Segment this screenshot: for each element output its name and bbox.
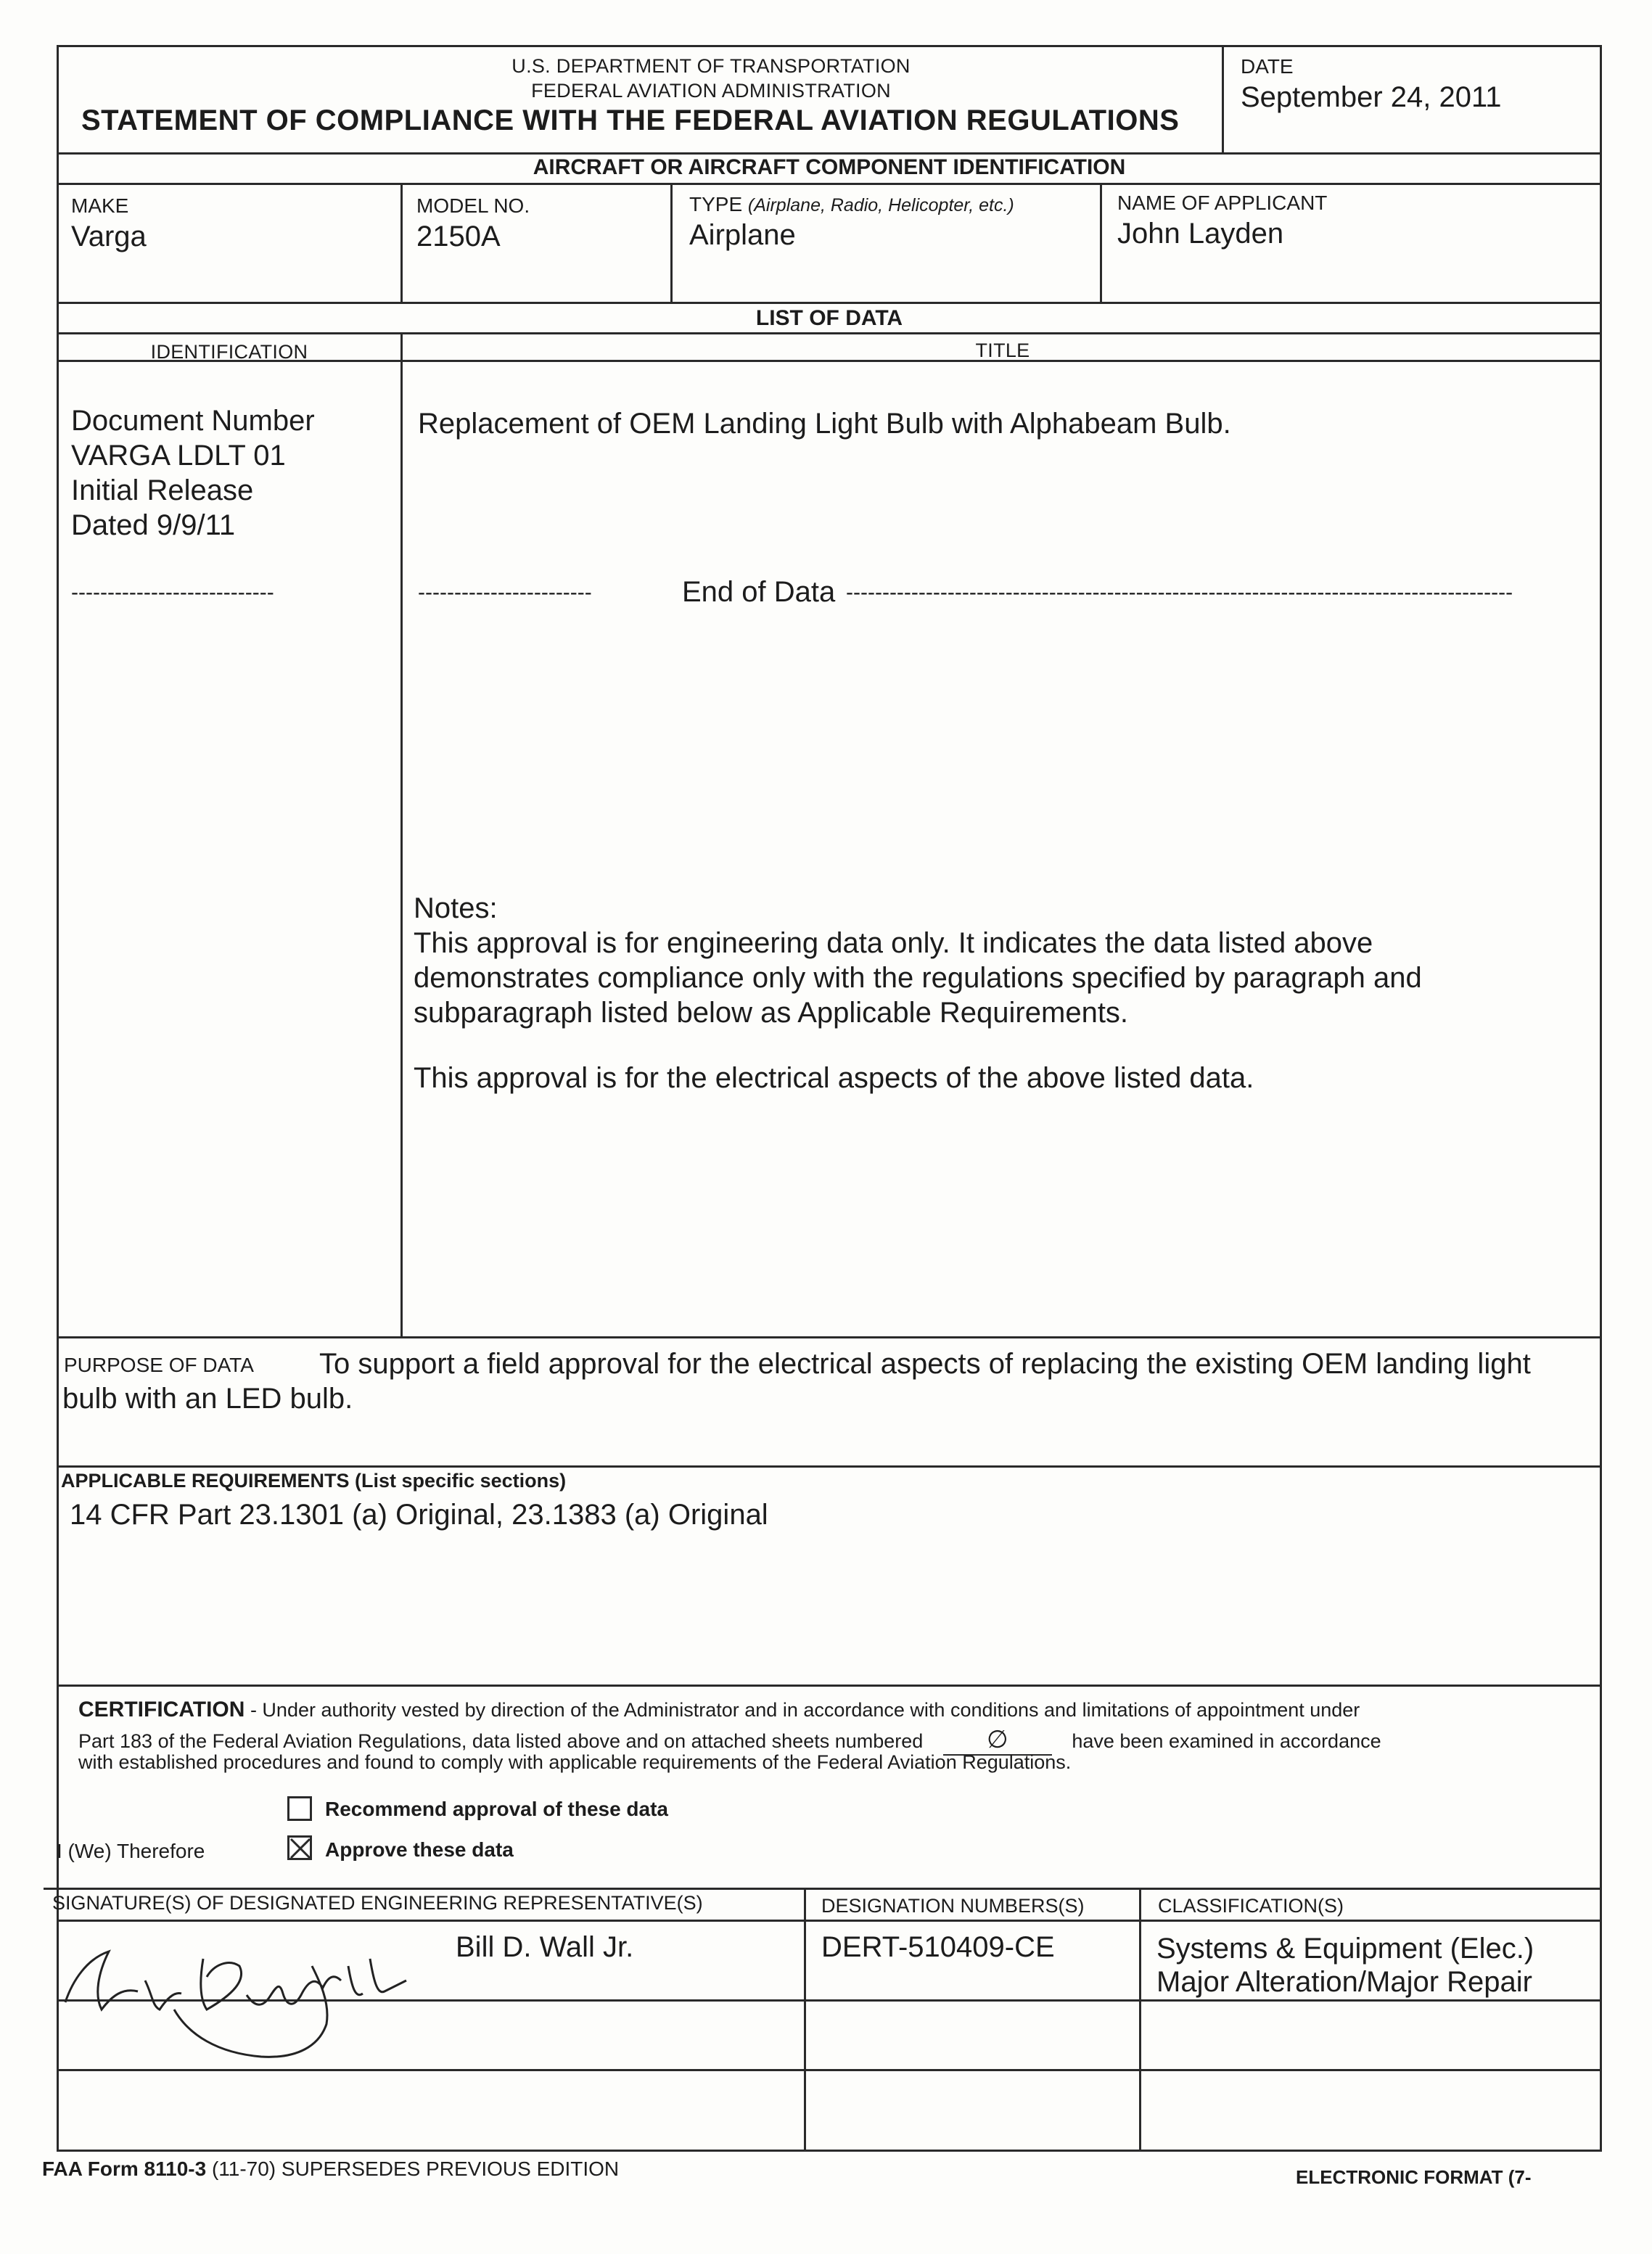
divider-make-model (400, 183, 403, 303)
make-value: Varga (71, 221, 147, 252)
approve-label: Approve these data (325, 1838, 514, 1861)
recommend-checkbox[interactable] (287, 1796, 312, 1821)
requirements-hint: (List specific sections) (355, 1470, 567, 1492)
divider-type-applicant (1100, 183, 1102, 303)
recommend-label: Recommend approval of these data (325, 1798, 669, 1820)
purpose-label: PURPOSE OF DATA (64, 1354, 254, 1376)
classification-2: Major Alteration/Major Repair (1156, 1966, 1532, 1998)
check-x-icon (289, 1838, 314, 1862)
col-designation: DESIGNATION NUMBERS(S) (821, 1895, 1085, 1917)
col-title: TITLE (975, 340, 1030, 361)
col-identification: IDENTIFICATION (150, 341, 308, 363)
list-of-data-title: LIST OF DATA (755, 306, 903, 330)
form-edition: (11-70) SUPERSEDES PREVIOUS EDITION (206, 2158, 620, 2180)
divider-list-bottom (57, 1336, 1602, 1338)
designation-number: DERT-510409-CE (821, 1931, 1055, 1963)
certification-line-1 (78, 1698, 1360, 1722)
divider-sig-row-2 (57, 2069, 1602, 2071)
dept-name: U.S. DEPARTMENT OF TRANSPORTATION (511, 55, 911, 77)
notes-line-1: This approval is for engineering data only. It indicates the data listed above (414, 927, 1373, 959)
certification-text-2b: have been examined in accordance (1072, 1730, 1381, 1752)
requirements-label-group (61, 1470, 566, 1492)
type-hint: (Airplane, Radio, Helicopter, etc.) (747, 195, 1014, 215)
divider-requirements (57, 1685, 1602, 1687)
notes-label: Notes: (414, 892, 498, 924)
type-label-group (689, 193, 1014, 216)
electronic-format: ELECTRONIC FORMAT (7- (1296, 2166, 1532, 2188)
purpose-text-2: bulb with an LED bulb. (62, 1383, 353, 1415)
approve-checkbox[interactable] (287, 1835, 312, 1860)
divider-list-vertical (400, 332, 403, 1338)
form-title: STATEMENT OF COMPLIANCE WITH THE FEDERAL AVIATION REGULATIONS (81, 104, 1180, 136)
divider-model-type (670, 183, 673, 303)
type-label: TYPE (689, 193, 743, 215)
document-title: Replacement of OEM Landing Light Bulb with Alphabeam Bulb. (418, 408, 1231, 440)
notes-line-3: subparagraph listed below as Applicable Requirements. (414, 997, 1129, 1029)
certification-text-1: - Under authority vested by direction of the Administrator and in accordance with conditions and limitations of appointment under (244, 1699, 1360, 1721)
end-of-data: End of Data (682, 576, 836, 608)
applicant-label: NAME OF APPLICANT (1117, 192, 1328, 214)
doc-id-line-2: VARGA LDLT 01 (71, 440, 286, 472)
form-number (42, 2158, 619, 2181)
divider-purpose (57, 1465, 1602, 1468)
doc-id-line-4: Dated 9/9/11 (71, 509, 236, 541)
model-label: MODEL NO. (416, 194, 530, 217)
divider-list-title (57, 332, 1602, 334)
divider-list-cols (57, 360, 1602, 362)
therefore-label: I (We) Therefore (57, 1840, 205, 1862)
identification-section-title: AIRCRAFT OR AIRCRAFT COMPONENT IDENTIFICATION (533, 155, 1126, 179)
requirements-text: 14 CFR Part 23.1301 (a) Original, 23.1383 (a) Original (70, 1499, 768, 1531)
id-end-dashes: ---------------------------- (71, 580, 274, 604)
divider-sig-designation (804, 1888, 806, 2152)
form-id: FAA Form 8110-3 (42, 2158, 207, 2180)
divider-header (57, 152, 1602, 155)
date-divider (1222, 45, 1224, 154)
type-value: Airplane (689, 219, 796, 251)
requirements-label: APPLICABLE REQUIREMENTS (61, 1470, 350, 1492)
model-value: 2150A (416, 221, 501, 252)
doc-id-line-1: Document Number (71, 405, 315, 437)
notes-line-2: demonstrates compliance only with the regulations specified by paragraph and (414, 962, 1422, 994)
classification-1: Systems & Equipment (Elec.) (1156, 1933, 1534, 1965)
doc-id-line-3: Initial Release (71, 474, 254, 506)
col-classification: CLASSIFICATION(S) (1158, 1895, 1344, 1917)
make-label: MAKE (71, 194, 129, 217)
handwritten-signature (44, 1908, 479, 2060)
purpose-text-1: To support a field approval for the electrical aspects of replacing the existing OEM landing light (319, 1348, 1531, 1380)
signer-name: Bill D. Wall Jr. (456, 1931, 634, 1963)
col-signatures: SIGNATURE(S) OF DESIGNATED ENGINEERING REPRESENTATIVE(S) (52, 1892, 703, 1914)
divider-designation-class (1139, 1888, 1141, 2152)
certification-label: CERTIFICATION (78, 1698, 245, 1722)
divider-id-bottom (57, 302, 1602, 304)
sheets-numbered: ∅ (943, 1725, 1052, 1756)
divider-certification (44, 1888, 1602, 1890)
applicant-value: John Layden (1117, 218, 1284, 250)
divider-id-title (57, 183, 1602, 185)
certification-text-2a: Part 183 of the Federal Aviation Regulations, data listed above and on attached sheets numbered (78, 1730, 924, 1752)
end-dashes-right: -------------------------------------------------------------------------------------------- (846, 580, 1513, 604)
notes-electrical: This approval is for the electrical aspects of the above listed data. (414, 1062, 1254, 1094)
date-value: September 24, 2011 (1241, 81, 1502, 113)
date-label: DATE (1241, 55, 1294, 78)
end-dashes-left: ------------------------ (418, 580, 592, 604)
certification-line-3: with established procedures and found to comply with applicable requirements of the Federal Aviation Regulations. (78, 1751, 1072, 1773)
agency-name: FEDERAL AVIATION ADMINISTRATION (531, 80, 891, 102)
